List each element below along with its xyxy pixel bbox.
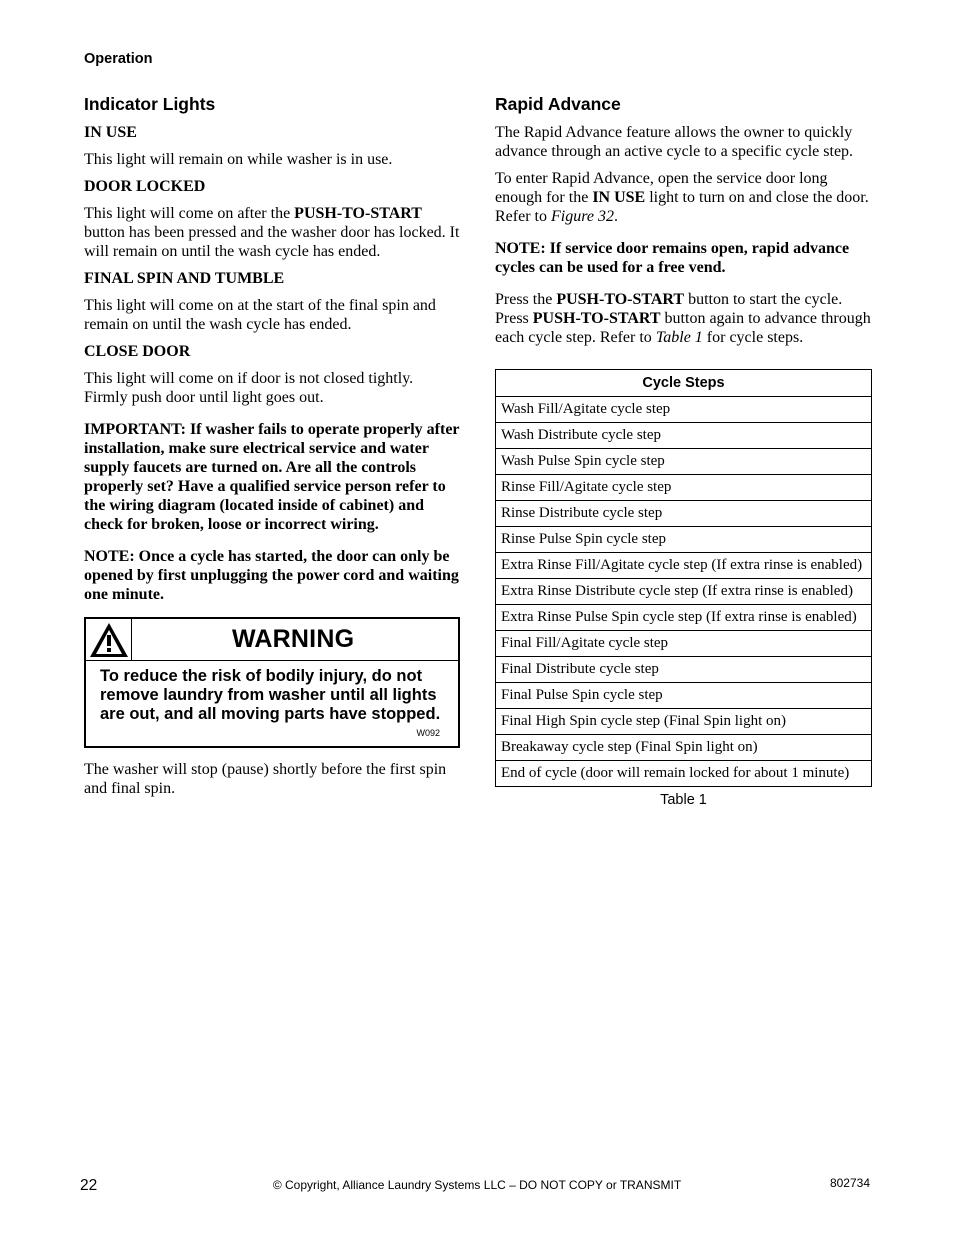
- door-locked-text: This light will come on after the PUSH-TO-START button has been pressed and the washer door has locked. It will remain on until the wash cycle has ended.: [84, 205, 460, 260]
- service-door-note: NOTE: If service door remains open, rapid advance cycles can be used for a free vend.: [495, 240, 850, 276]
- close-door-text: This light will come on if door is not closed tightly. Firmly push door until light goes out.: [84, 370, 414, 406]
- in-use-title: IN USE: [84, 124, 137, 141]
- final-spin-text: This light will come on at the start of the final spin and remain on until the wash cycle has ended.: [84, 297, 436, 333]
- warning-triangle-icon: [89, 622, 129, 658]
- table-row: Rinse Fill/Agitate cycle step: [496, 475, 872, 501]
- table-caption: Table 1: [660, 792, 707, 808]
- table-row: End of cycle (door will remain locked for about 1 minute): [496, 761, 872, 787]
- table-row: Rinse Pulse Spin cycle step: [496, 527, 872, 553]
- table-row: Final Distribute cycle step: [496, 657, 872, 683]
- copyright-notice: © Copyright, Alliance Laundry Systems LLC – DO NOT COPY or TRANSMIT: [272, 1178, 682, 1192]
- right-column: [495, 93, 872, 808]
- table-row: Wash Fill/Agitate cycle step: [496, 397, 872, 423]
- left-column: [84, 93, 460, 806]
- table-row: Final High Spin cycle step (Final Spin light on): [496, 709, 872, 735]
- close-door-title: CLOSE DOOR: [84, 343, 191, 360]
- table-row: Final Pulse Spin cycle step: [496, 683, 872, 709]
- section-header: Operation: [84, 51, 153, 67]
- table-row: Extra Rinse Pulse Spin cycle step (If extra rinse is enabled): [496, 605, 872, 631]
- page-number: 22: [80, 1177, 98, 1194]
- push-to-start-instructions: Press the PUSH-TO-START button to start the cycle. Press PUSH-TO-START button again to advance through each cycle step. Refer to Table 1 for cycle steps.: [495, 291, 871, 346]
- document-number: 802734: [829, 1176, 870, 1190]
- door-note: NOTE: Once a cycle has started, the door can only be opened by first unplugging the power cord and waiting one minute.: [84, 548, 459, 603]
- indicator-lights-heading: Indicator Lights: [84, 94, 216, 114]
- rapid-advance-intro: The Rapid Advance feature allows the owner to quickly advance through an active cycle to a specific cycle step.: [495, 124, 854, 160]
- rapid-advance-heading: Rapid Advance: [495, 94, 621, 114]
- important-note: IMPORTANT: If washer fails to operate properly after installation, make sure electrical service and water supply faucets are turned on. Are all the controls properly set? Have a qualified service person refer to the wiring diagram (located inside of cabinet) and check for broken, loose or incorrect wiring.: [84, 421, 460, 533]
- warning-text: To reduce the risk of bodily injury, do not remove laundry from washer until all lights are out, and all moving parts have stopped.: [100, 667, 441, 723]
- door-locked-title: DOOR LOCKED: [84, 178, 206, 195]
- table-row: Rinse Distribute cycle step: [496, 501, 872, 527]
- warning-title: WARNING: [232, 625, 355, 653]
- final-spin-title: FINAL SPIN AND TUMBLE: [84, 270, 285, 287]
- in-use-text: This light will remain on while washer is in use.: [84, 151, 393, 168]
- cycle-steps-table: [495, 369, 872, 787]
- rapid-advance-enter: To enter Rapid Advance, open the service door long enough for the IN USE light to turn on and close the door. Refer to Figure 32.: [495, 170, 869, 225]
- table-row: Breakaway cycle step (Final Spin light on): [496, 735, 872, 761]
- table-row: Wash Distribute cycle step: [496, 423, 872, 449]
- table-row: Wash Pulse Spin cycle step: [496, 449, 872, 475]
- warning-box: [84, 617, 460, 748]
- table-row: Extra Rinse Fill/Agitate cycle step (If extra rinse is enabled): [496, 553, 872, 579]
- table-row: Extra Rinse Distribute cycle step (If extra rinse is enabled): [496, 579, 872, 605]
- pause-note: The washer will stop (pause) shortly before the first spin and final spin.: [84, 761, 447, 797]
- table-row: Final Fill/Agitate cycle step: [496, 631, 872, 657]
- warning-code: W092: [416, 728, 440, 738]
- cycle-steps-header: Cycle Steps: [496, 370, 872, 397]
- warning-header: [86, 619, 458, 661]
